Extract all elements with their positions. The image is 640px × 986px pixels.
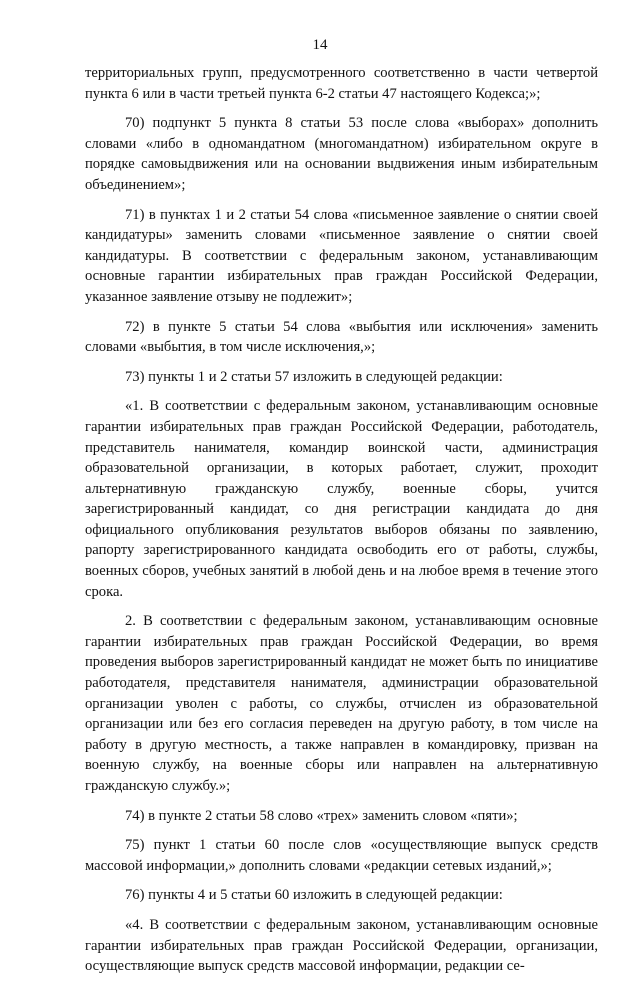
paragraph-article-57-point-2: 2. В соответствии с федеральным законом, устанавливающим основные гарантии избирательных прав граждан Российской Федерации, во время проведения выборов зарегистрированный кандидат не может быть по инициативе работодателя, представителя нанимателя, администрации образовательной организации уволен с работы, со службы, отчислен из образовательной организации или без его согласия переведен на другую работу, в том числе на работу в другую местность, а также направлен в командировку, призван на военную службу, на военные сборы или направлен на альтернативную гражданскую службу.»;	[85, 613, 598, 794]
paragraph-article-57-point-1: «1. В соответствии с федеральным законом, устанавливающим основные гарантии избирательных прав граждан Российской Федерации, работодатель, представитель нанимателя, командир воинской части, администрация образовательной организации, в которых работает, служит, проходит альтернативную гражданскую службу, военные сборы, учится зарегистрированный кандидат, со дня регистрации кандидата до дня официального опубликования результатов выборов обязаны по заявлению, рапорту зарегистрированного кандидата освободить его от работы, службы, военных сборов, учебных занятий в любой день и на любое время в течение этого срока.	[85, 398, 598, 600]
paragraph-item-74: 74) в пункте 2 статьи 58 слово «трех» заменить словом «пяти»;	[125, 807, 518, 824]
paragraph-item-73: 73) пункты 1 и 2 статьи 57 изложить в следующей редакции:	[125, 368, 503, 385]
document-body	[85, 63, 598, 986]
paragraph-item-76: 76) пункты 4 и 5 статьи 60 изложить в следующей редакции:	[125, 887, 503, 904]
paragraph-item-71: 71) в пунктах 1 и 2 статьи 54 слова «письменное заявление о снятии своей кандидатуры» заменить словами «письменное заявление о снятии своей кандидатуры. В соответствии с федеральным законом, устанавливающим основные гарантии избирательных прав граждан Российской Федерации, указанное заявление отзыву не подлежит»;	[85, 206, 598, 305]
paragraph-continuation: территориальных групп, предусмотренного соответственно в части четвертой пункта 6 или в части третьей пункта 6-2 статьи 47 настоящего Кодекса;»;	[85, 65, 598, 102]
paragraph-item-70: 70) подпункт 5 пункта 8 статьи 53 после слова «выборах» дополнить словами «либо в одномандатном (многомандатном) избирательном округе в порядке самовыдвижения или на основании выдвижения иным избирательным объединением»;	[85, 115, 598, 193]
paragraph-item-75: 75) пункт 1 статьи 60 после слов «осуществляющие выпуск средств массовой информации,» дополнить словами «редакции сетевых изданий,»;	[85, 837, 598, 874]
page-number: 14	[312, 37, 328, 53]
paragraph-item-72: 72) в пункте 5 статьи 54 слова «выбытия или исключения» заменить словами «выбытия, в том числе исключения,»;	[85, 318, 598, 356]
paragraph-article-60-point-4: «4. В соответствии с федеральным законом, устанавливающим основные гарантии избирательных прав граждан Российской Федерации, организации, осуществляющие выпуск средств массовой информации, редакции се-	[85, 916, 598, 975]
